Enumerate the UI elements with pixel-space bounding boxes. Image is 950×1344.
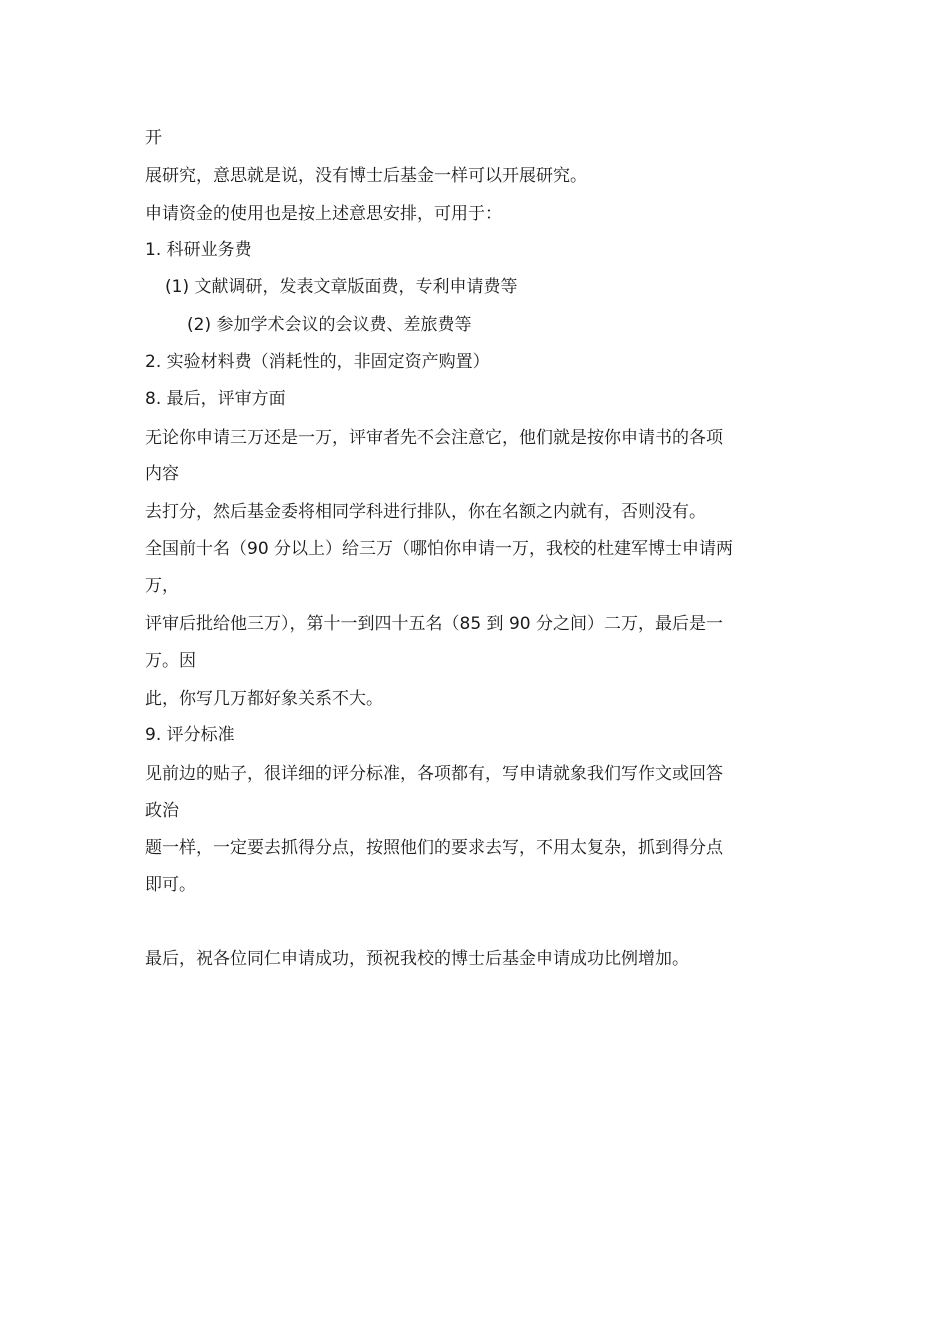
section-heading: 8. 最后，评审方面 <box>145 389 286 409</box>
list-item-heading: 2. 实验材料费（消耗性的，非固定资产购置） <box>145 352 490 372</box>
text-line: 此，你写几万都好象关系不大。 <box>145 689 383 709</box>
sub-list-item: (1) 文献调研，发表文章版面费，专利申请费等 <box>165 277 518 297</box>
text-line: 内容 <box>145 464 179 484</box>
text-line: 开 <box>145 128 162 148</box>
section-heading: 9. 评分标准 <box>145 725 235 745</box>
sub-list-item: (2) 参加学术会议的会议费、差旅费等 <box>187 315 472 335</box>
text-line: 政治 <box>145 801 179 821</box>
text-line: 题一样，一定要去抓得分点，按照他们的要求去写，不用太复杂，抓到得分点 <box>145 838 723 858</box>
text-line: 即可。 <box>145 875 196 895</box>
text-line: 全国前十名（90 分以上）给三万（哪怕你申请一万，我校的杜建军博士申请两 <box>145 539 734 559</box>
text-line: 万。因 <box>145 651 196 671</box>
list-item-heading: 1. 科研业务费 <box>145 240 252 260</box>
text-line: 见前边的贴子，很详细的评分标准，各项都有，写申请就象我们写作文或回答 <box>145 764 723 784</box>
text-line: 展研究，意思就是说，没有博士后基金一样可以开展研究。 <box>145 166 587 186</box>
text-line: 申请资金的使用也是按上述意思安排，可用于： <box>145 204 502 224</box>
closing-line: 最后，祝各位同仁申请成功，预祝我校的博士后基金申请成功比例增加。 <box>145 949 689 969</box>
text-line: 万， <box>145 576 179 596</box>
text-line: 去打分，然后基金委将相同学科进行排队，你在名额之内就有，否则没有。 <box>145 502 706 522</box>
text-line: 评审后批给他三万），第十一到四十五名（85 到 90 分之间）二万，最后是一 <box>145 614 723 634</box>
text-line: 无论你申请三万还是一万，评审者先不会注意它，他们就是按你申请书的各项 <box>145 428 723 448</box>
